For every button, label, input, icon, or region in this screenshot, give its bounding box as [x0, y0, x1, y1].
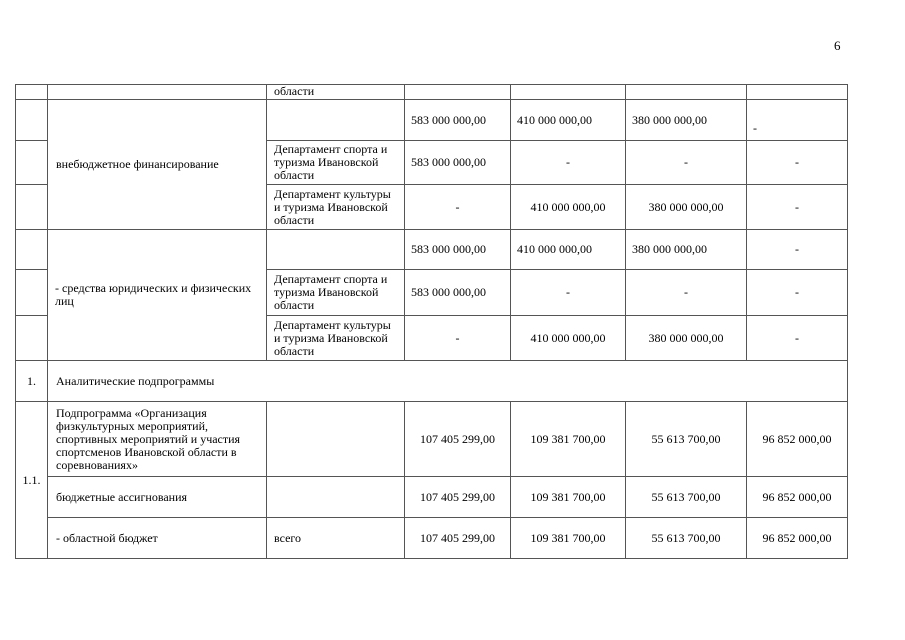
dept-cell: Департамент спорта и туризма Ивановской области — [267, 270, 405, 316]
value-cell: 109 381 700,00 — [511, 518, 626, 559]
value-cell: 410 000 000,00 — [511, 230, 626, 270]
row-label: бюджетные ассигнования — [48, 477, 267, 518]
section-number: 1. — [16, 361, 48, 402]
block-total-row — [16, 100, 848, 141]
budget-row — [16, 518, 848, 559]
value-cell: 380 000 000,00 — [626, 100, 747, 141]
dept-cell — [267, 402, 405, 477]
continuation-row — [16, 85, 848, 100]
row-label: - областной бюджет — [48, 518, 267, 559]
page-number: 6 — [834, 38, 841, 53]
value-cell: - — [511, 141, 626, 185]
value-cell: 107 405 299,00 — [405, 518, 511, 559]
block-total-row — [16, 230, 848, 270]
value-cell: - — [747, 141, 848, 185]
dept-cell: Департамент культуры и туризма Ивановской области — [267, 185, 405, 230]
subprogram-row — [16, 402, 848, 477]
value-cell: 380 000 000,00 — [626, 230, 747, 270]
value-cell: - — [511, 270, 626, 316]
value-cell: 107 405 299,00 — [405, 402, 511, 477]
dept-cell: Департамент спорта и туризма Ивановской области — [267, 141, 405, 185]
subprogram-title: Подпрограмма «Организация физкультурных мероприятий, спортивных мероприятий и участия спортсменов Ивановской области в соревнованиях» — [48, 402, 267, 477]
dept-cell: всего — [267, 518, 405, 559]
value-cell: 109 381 700,00 — [511, 477, 626, 518]
block-label: - средства юридических и физических лиц — [48, 230, 267, 361]
value-cell: - — [747, 316, 848, 361]
value-cell: 583 000 000,00 — [405, 100, 511, 141]
dept-cell: Департамент культуры и туризма Ивановской области — [267, 316, 405, 361]
value-cell: 96 852 000,00 — [747, 518, 848, 559]
value-cell: - — [626, 270, 747, 316]
value-cell: 410 000 000,00 — [511, 316, 626, 361]
value-cell: 55 613 700,00 — [626, 518, 747, 559]
value-cell: - — [405, 316, 511, 361]
value-cell: - — [626, 141, 747, 185]
section-row — [16, 361, 848, 402]
section-title: Аналитические подпрограммы — [48, 361, 848, 402]
budget-row — [16, 477, 848, 518]
value-cell: 410 000 000,00 — [511, 185, 626, 230]
value-cell: - — [747, 185, 848, 230]
subprogram-number: 1.1. — [16, 402, 48, 559]
value-cell: - — [405, 185, 511, 230]
value-cell: 583 000 000,00 — [405, 230, 511, 270]
value-cell: 410 000 000,00 — [511, 100, 626, 141]
value-cell: 380 000 000,00 — [626, 316, 747, 361]
value-cell: - — [747, 230, 848, 270]
block-label: внебюджетное финансирование — [48, 100, 267, 230]
value-cell: 380 000 000,00 — [626, 185, 747, 230]
value-cell: 55 613 700,00 — [626, 477, 747, 518]
value-cell: 96 852 000,00 — [747, 477, 848, 518]
value-cell: 96 852 000,00 — [747, 402, 848, 477]
value-cell: 583 000 000,00 — [405, 270, 511, 316]
value-cell: - — [747, 100, 848, 141]
value-cell: 55 613 700,00 — [626, 402, 747, 477]
dept-cell: области — [267, 85, 405, 100]
value-cell: 107 405 299,00 — [405, 477, 511, 518]
value-cell: 583 000 000,00 — [405, 141, 511, 185]
value-cell: - — [747, 270, 848, 316]
budget-table — [15, 84, 848, 559]
dept-cell — [267, 477, 405, 518]
value-cell: 109 381 700,00 — [511, 402, 626, 477]
